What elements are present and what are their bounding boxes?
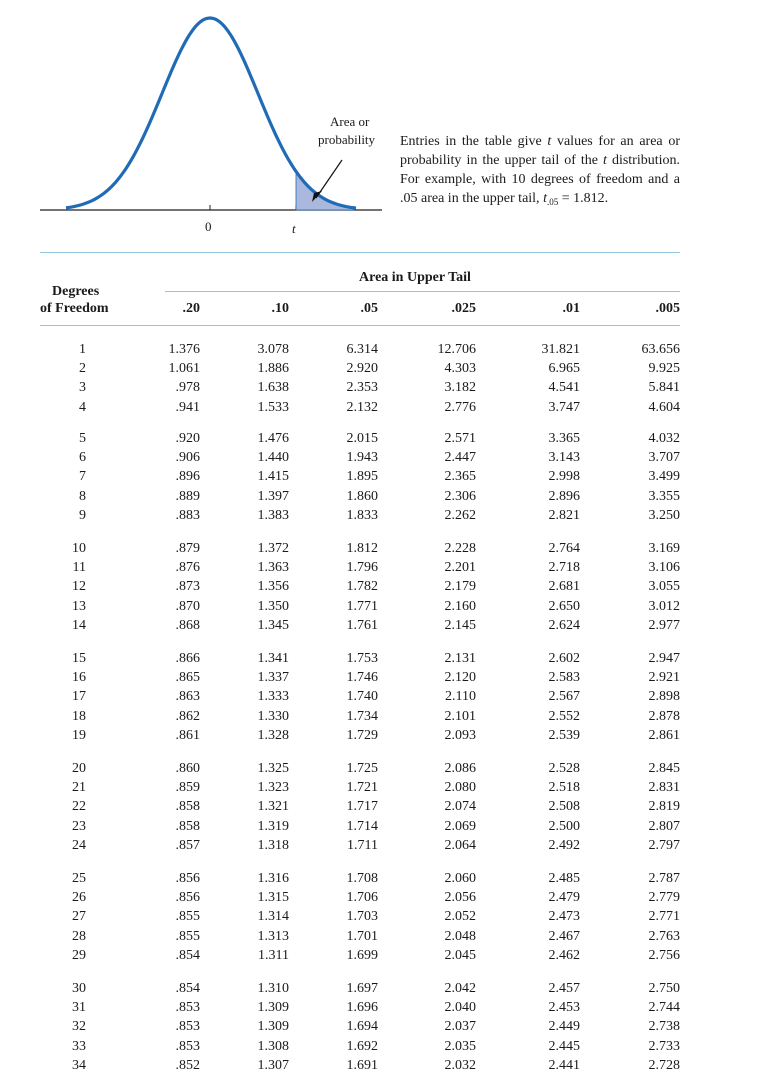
value-cell: 2.779 bbox=[648, 890, 680, 906]
df-cell: 25 bbox=[72, 871, 86, 886]
value-cell: 2.145 bbox=[444, 617, 476, 633]
value-cell: 2.728 bbox=[648, 1057, 680, 1073]
axis-t-label: t bbox=[292, 221, 296, 236]
df-cell: 15 bbox=[72, 651, 86, 666]
df-cell: 22 bbox=[72, 799, 86, 815]
value-cell: 2.228 bbox=[444, 541, 476, 556]
df-cell: 11 bbox=[72, 560, 86, 576]
value-cell: 1.397 bbox=[257, 488, 289, 504]
value-cell: 1.638 bbox=[257, 380, 289, 396]
value-cell: 2.861 bbox=[648, 727, 680, 743]
value-cell: 1.061 bbox=[168, 361, 200, 377]
value-cell: 2.032 bbox=[444, 1057, 476, 1073]
value-cell: .859 bbox=[175, 780, 200, 796]
value-cell: 1.476 bbox=[257, 431, 289, 446]
value-cell: 1.383 bbox=[257, 507, 289, 523]
value-cell: 2.045 bbox=[444, 947, 476, 963]
value-cell: 2.681 bbox=[548, 579, 580, 595]
value-cell: 2.101 bbox=[444, 708, 476, 724]
value-cell: .852 bbox=[175, 1057, 200, 1073]
value-cell: 2.035 bbox=[444, 1038, 476, 1054]
value-cell: 2.819 bbox=[648, 799, 680, 815]
value-cell: 2.602 bbox=[548, 651, 580, 666]
value-cell: 2.807 bbox=[648, 818, 680, 834]
value-cell: 2.500 bbox=[548, 818, 580, 834]
column-header-01: .01 bbox=[562, 301, 580, 316]
df-cell: 10 bbox=[72, 541, 86, 556]
value-cell: 3.365 bbox=[548, 431, 580, 446]
df-cell: 16 bbox=[72, 670, 86, 686]
value-cell: 1.796 bbox=[346, 560, 378, 576]
value-cell: 2.064 bbox=[444, 837, 476, 853]
value-cell: 1.311 bbox=[258, 947, 289, 963]
df-cell: 9 bbox=[79, 507, 86, 523]
value-cell: 2.528 bbox=[548, 761, 580, 776]
value-cell: 3.078 bbox=[257, 342, 289, 357]
value-cell: .883 bbox=[175, 507, 200, 523]
value-cell: 1.313 bbox=[257, 928, 289, 944]
value-cell: 4.604 bbox=[648, 399, 680, 415]
value-cell: 1.782 bbox=[346, 579, 378, 595]
value-cell: 2.479 bbox=[548, 890, 580, 906]
value-cell: 9.925 bbox=[648, 361, 680, 377]
value-cell: 2.080 bbox=[444, 780, 476, 796]
value-cell: 2.567 bbox=[548, 689, 580, 705]
value-cell: 3.143 bbox=[548, 450, 580, 466]
df-cell: 3 bbox=[79, 380, 86, 396]
df-cell: 6 bbox=[79, 450, 86, 466]
value-cell: 2.764 bbox=[548, 541, 580, 556]
value-cell: 1.323 bbox=[257, 780, 289, 796]
value-cell: 2.508 bbox=[548, 799, 580, 815]
value-cell: 2.756 bbox=[648, 947, 680, 963]
df-cell: 13 bbox=[72, 598, 86, 614]
value-cell: 3.106 bbox=[648, 560, 680, 576]
value-cell: 1.318 bbox=[257, 837, 289, 853]
df-cell: 23 bbox=[72, 818, 86, 834]
value-cell: 1.372 bbox=[257, 541, 289, 556]
value-cell: 2.750 bbox=[648, 981, 680, 996]
value-cell: 2.449 bbox=[548, 1019, 580, 1035]
value-cell: 2.160 bbox=[444, 598, 476, 614]
value-cell: 5.841 bbox=[648, 380, 680, 396]
value-cell: 2.453 bbox=[548, 1000, 580, 1016]
value-cell: 31.821 bbox=[541, 342, 580, 357]
value-cell: 4.303 bbox=[444, 361, 476, 377]
value-cell: .853 bbox=[175, 1000, 200, 1016]
column-header-025: .025 bbox=[451, 301, 476, 316]
value-cell: 1.734 bbox=[346, 708, 378, 724]
df-cell: 4 bbox=[79, 399, 86, 415]
t-distribution-figure bbox=[0, 0, 766, 245]
header-subrule bbox=[165, 291, 680, 292]
value-cell: 2.056 bbox=[444, 890, 476, 906]
value-cell: 1.310 bbox=[257, 981, 289, 996]
value-cell: 6.314 bbox=[346, 342, 378, 357]
value-cell: 3.707 bbox=[648, 450, 680, 466]
value-cell: 2.787 bbox=[648, 871, 680, 886]
value-cell: 1.729 bbox=[346, 727, 378, 743]
value-cell: .865 bbox=[175, 670, 200, 686]
df-cell: 17 bbox=[72, 689, 86, 705]
value-cell: 1.307 bbox=[257, 1057, 289, 1073]
value-cell: 2.797 bbox=[648, 837, 680, 853]
value-cell: 2.467 bbox=[548, 928, 580, 944]
value-cell: 1.701 bbox=[346, 928, 378, 944]
df-cell: 19 bbox=[72, 727, 86, 743]
value-cell: 4.032 bbox=[648, 431, 680, 446]
value-cell: 2.845 bbox=[648, 761, 680, 776]
value-cell: 2.179 bbox=[444, 579, 476, 595]
value-cell: 2.571 bbox=[444, 431, 476, 446]
value-cell: 2.086 bbox=[444, 761, 476, 776]
value-cell: 1.895 bbox=[346, 469, 378, 485]
df-cell: 5 bbox=[79, 431, 86, 446]
value-cell: 1.699 bbox=[346, 947, 378, 963]
area-in-upper-tail-header: Area in Upper Tail bbox=[359, 270, 471, 285]
value-cell: 1.696 bbox=[346, 1000, 378, 1016]
value-cell: 3.747 bbox=[548, 399, 580, 415]
value-cell: 2.718 bbox=[548, 560, 580, 576]
value-cell: 2.037 bbox=[444, 1019, 476, 1035]
value-cell: 1.440 bbox=[257, 450, 289, 466]
value-cell: .879 bbox=[175, 541, 200, 556]
value-cell: 1.345 bbox=[257, 617, 289, 633]
df-cell: 20 bbox=[72, 761, 86, 776]
value-cell: 1.694 bbox=[346, 1019, 378, 1035]
value-cell: 2.074 bbox=[444, 799, 476, 815]
value-cell: 1.376 bbox=[168, 342, 200, 357]
value-cell: .853 bbox=[175, 1019, 200, 1035]
value-cell: .854 bbox=[175, 981, 200, 996]
value-cell: 2.831 bbox=[648, 780, 680, 796]
value-cell: 2.921 bbox=[648, 670, 680, 686]
value-cell: 2.977 bbox=[648, 617, 680, 633]
value-cell: 3.012 bbox=[648, 598, 680, 614]
value-cell: .866 bbox=[175, 651, 200, 666]
value-cell: 2.763 bbox=[648, 928, 680, 944]
df-cell: 31 bbox=[72, 1000, 86, 1016]
df-cell: 34 bbox=[72, 1057, 86, 1073]
value-cell: 2.457 bbox=[548, 981, 580, 996]
value-cell: 2.015 bbox=[346, 431, 378, 446]
value-cell: 1.333 bbox=[257, 689, 289, 705]
value-cell: 2.821 bbox=[548, 507, 580, 523]
df-cell: 24 bbox=[72, 837, 86, 853]
value-cell: 2.485 bbox=[548, 871, 580, 886]
value-cell: 1.341 bbox=[257, 651, 289, 666]
df-cell: 21 bbox=[72, 780, 86, 796]
value-cell: 1.533 bbox=[257, 399, 289, 415]
value-cell: 2.738 bbox=[648, 1019, 680, 1035]
value-cell: 2.441 bbox=[548, 1057, 580, 1073]
value-cell: 1.812 bbox=[346, 541, 378, 556]
value-cell: .854 bbox=[175, 947, 200, 963]
value-cell: 1.363 bbox=[257, 560, 289, 576]
value-cell: 2.744 bbox=[648, 1000, 680, 1016]
value-cell: 2.447 bbox=[444, 450, 476, 466]
value-cell: 1.771 bbox=[346, 598, 378, 614]
value-cell: 1.328 bbox=[257, 727, 289, 743]
density-curve bbox=[66, 18, 356, 208]
value-cell: 1.415 bbox=[257, 469, 289, 485]
axis-zero-label: 0 bbox=[205, 219, 212, 234]
value-cell: 1.703 bbox=[346, 909, 378, 925]
df-cell: 2 bbox=[79, 361, 86, 377]
column-header-20: .20 bbox=[182, 301, 200, 316]
value-cell: 4.541 bbox=[548, 380, 580, 396]
value-cell: 2.776 bbox=[444, 399, 476, 415]
value-cell: .870 bbox=[175, 598, 200, 614]
value-cell: 2.040 bbox=[444, 1000, 476, 1016]
value-cell: 2.120 bbox=[444, 670, 476, 686]
df-header-line2: of Freedom bbox=[40, 301, 109, 316]
value-cell: 2.052 bbox=[444, 909, 476, 925]
value-cell: .853 bbox=[175, 1038, 200, 1054]
column-header-005: .005 bbox=[655, 301, 680, 316]
df-cell: 26 bbox=[72, 890, 86, 906]
value-cell: 12.706 bbox=[437, 342, 476, 357]
value-cell: 2.048 bbox=[444, 928, 476, 944]
value-cell: 2.539 bbox=[548, 727, 580, 743]
value-cell: 1.691 bbox=[346, 1057, 378, 1073]
value-cell: .855 bbox=[175, 909, 200, 925]
df-cell: 12 bbox=[72, 579, 86, 595]
value-cell: 2.093 bbox=[444, 727, 476, 743]
value-cell: 2.624 bbox=[548, 617, 580, 633]
value-cell: .860 bbox=[175, 761, 200, 776]
value-cell: 1.860 bbox=[346, 488, 378, 504]
value-cell: 2.733 bbox=[648, 1038, 680, 1054]
value-cell: 1.711 bbox=[347, 837, 378, 853]
value-cell: 2.306 bbox=[444, 488, 476, 504]
header-bottom-rule bbox=[40, 325, 680, 326]
df-cell: 27 bbox=[72, 909, 86, 925]
value-cell: 1.356 bbox=[257, 579, 289, 595]
value-cell: 2.998 bbox=[548, 469, 580, 485]
value-cell: 1.350 bbox=[257, 598, 289, 614]
value-cell: 2.201 bbox=[444, 560, 476, 576]
value-cell: .941 bbox=[175, 399, 200, 415]
value-cell: 2.365 bbox=[444, 469, 476, 485]
figure-description: Entries in the table give t values for an area or probability in the upper tail of the t distribution. For example, with 10 degrees of freedom and a .05 area in the upper tail, $t_{.05} = 1.812$. bbox=[400, 134, 681, 207]
value-cell: 2.110 bbox=[445, 689, 476, 705]
value-cell: 2.473 bbox=[548, 909, 580, 925]
value-cell: 2.518 bbox=[548, 780, 580, 796]
value-cell: 3.169 bbox=[648, 541, 680, 556]
value-cell: 1.740 bbox=[346, 689, 378, 705]
value-cell: .906 bbox=[175, 450, 200, 466]
value-cell: 2.896 bbox=[548, 488, 580, 504]
value-cell: .861 bbox=[175, 727, 200, 743]
value-cell: 2.353 bbox=[346, 380, 378, 396]
value-cell: 2.878 bbox=[648, 708, 680, 724]
value-cell: .863 bbox=[175, 689, 200, 705]
value-cell: 1.315 bbox=[257, 890, 289, 906]
value-cell: 2.462 bbox=[548, 947, 580, 963]
value-cell: 1.697 bbox=[346, 981, 378, 996]
value-cell: 1.714 bbox=[346, 818, 378, 834]
upper-tail-shade bbox=[296, 171, 354, 210]
df-cell: 32 bbox=[72, 1019, 86, 1035]
value-cell: .873 bbox=[175, 579, 200, 595]
value-cell: 2.492 bbox=[548, 837, 580, 853]
value-cell: 1.717 bbox=[346, 799, 378, 815]
df-cell: 33 bbox=[72, 1038, 86, 1054]
value-cell: 3.250 bbox=[648, 507, 680, 523]
area-label-line1: Area or bbox=[330, 114, 370, 129]
value-cell: .920 bbox=[175, 431, 200, 446]
value-cell: .876 bbox=[175, 560, 200, 576]
value-cell: .855 bbox=[175, 928, 200, 944]
value-cell: .857 bbox=[175, 837, 200, 853]
value-cell: 1.943 bbox=[346, 450, 378, 466]
value-cell: 1.325 bbox=[257, 761, 289, 776]
value-cell: 2.069 bbox=[444, 818, 476, 834]
df-cell: 7 bbox=[79, 469, 86, 485]
value-cell: 3.499 bbox=[648, 469, 680, 485]
value-cell: 1.308 bbox=[257, 1038, 289, 1054]
value-cell: 1.761 bbox=[346, 617, 378, 633]
value-cell: 2.771 bbox=[648, 909, 680, 925]
value-cell: 1.833 bbox=[346, 507, 378, 523]
value-cell: 1.337 bbox=[257, 670, 289, 686]
df-cell: 8 bbox=[79, 488, 86, 504]
value-cell: 2.132 bbox=[346, 399, 378, 415]
area-label-line2: probability bbox=[318, 132, 376, 147]
value-cell: .862 bbox=[175, 708, 200, 724]
value-cell: 2.262 bbox=[444, 507, 476, 523]
value-cell: .978 bbox=[175, 380, 200, 396]
value-cell: .889 bbox=[175, 488, 200, 504]
value-cell: 1.314 bbox=[257, 909, 289, 925]
value-cell: 3.055 bbox=[648, 579, 680, 595]
value-cell: 2.060 bbox=[444, 871, 476, 886]
value-cell: 2.042 bbox=[444, 981, 476, 996]
value-cell: .858 bbox=[175, 799, 200, 815]
df-cell: 1 bbox=[79, 342, 86, 357]
df-cell: 18 bbox=[72, 708, 86, 724]
column-header-10: .10 bbox=[271, 301, 289, 316]
value-cell: 2.583 bbox=[548, 670, 580, 686]
value-cell: 1.746 bbox=[346, 670, 378, 686]
df-header-line1: Degrees bbox=[52, 284, 100, 299]
value-cell: .858 bbox=[175, 818, 200, 834]
value-cell: .856 bbox=[175, 890, 200, 906]
df-cell: 30 bbox=[72, 981, 86, 996]
value-cell: 2.650 bbox=[548, 598, 580, 614]
value-cell: 3.182 bbox=[444, 380, 476, 396]
value-cell: 63.656 bbox=[641, 342, 680, 357]
value-cell: 1.725 bbox=[346, 761, 378, 776]
value-cell: 1.309 bbox=[257, 1019, 289, 1035]
value-cell: 2.552 bbox=[548, 708, 580, 724]
value-cell: 1.708 bbox=[346, 871, 378, 886]
top-rule bbox=[40, 252, 680, 253]
value-cell: 3.355 bbox=[648, 488, 680, 504]
value-cell: 1.321 bbox=[257, 799, 289, 815]
value-cell: .856 bbox=[175, 871, 200, 886]
value-cell: 1.721 bbox=[346, 780, 378, 796]
value-cell: 1.753 bbox=[346, 651, 378, 666]
value-cell: 1.706 bbox=[346, 890, 378, 906]
value-cell: .896 bbox=[175, 469, 200, 485]
column-header-05: .05 bbox=[360, 301, 378, 316]
value-cell: 1.886 bbox=[257, 361, 289, 377]
df-cell: 14 bbox=[72, 617, 86, 633]
value-cell: 1.319 bbox=[257, 818, 289, 834]
value-cell: 1.692 bbox=[346, 1038, 378, 1054]
value-cell: 2.898 bbox=[648, 689, 680, 705]
value-cell: 2.920 bbox=[346, 361, 378, 377]
value-cell: 2.947 bbox=[648, 651, 680, 666]
value-cell: 2.131 bbox=[444, 651, 476, 666]
value-cell: 6.965 bbox=[548, 361, 580, 377]
value-cell: 1.316 bbox=[257, 871, 289, 886]
value-cell: 1.330 bbox=[257, 708, 289, 724]
value-cell: 2.445 bbox=[548, 1038, 580, 1054]
value-cell: .868 bbox=[175, 617, 200, 633]
value-cell: 1.309 bbox=[257, 1000, 289, 1016]
df-cell: 28 bbox=[72, 928, 86, 944]
df-cell: 29 bbox=[72, 947, 86, 963]
